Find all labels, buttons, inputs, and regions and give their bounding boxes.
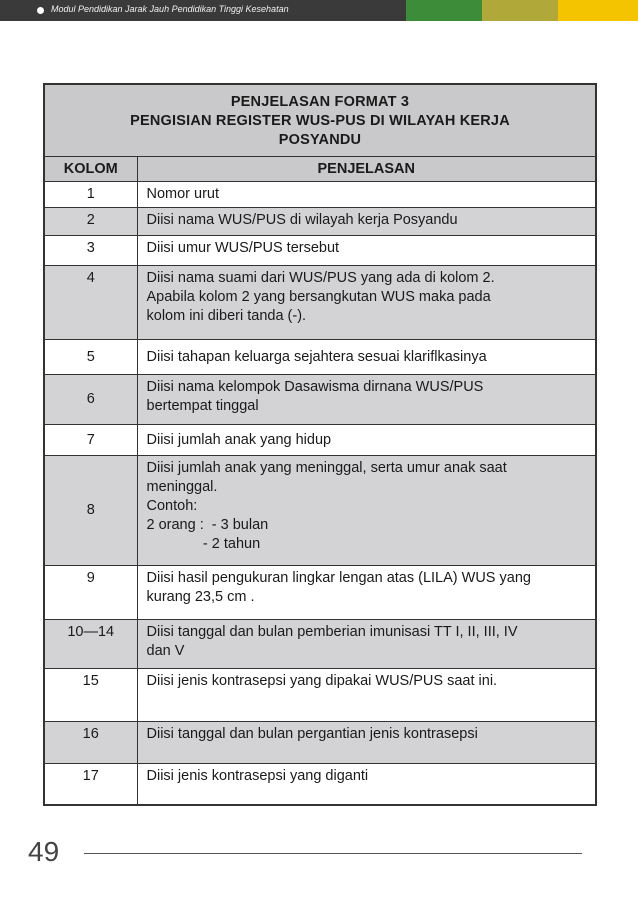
penjelasan-line: Diisi jenis kontrasepsi yang dipakai WUS/PUS saat ini. bbox=[146, 673, 498, 689]
penjelasan-line: Diisi tanggal dan bulan pergantian jenis kontrasepsi bbox=[146, 726, 478, 742]
column-header-penjelasan: PENJELASAN bbox=[137, 157, 596, 182]
table-row bbox=[44, 266, 596, 340]
table-row bbox=[44, 425, 596, 456]
kolom-cell: 7 bbox=[44, 425, 137, 456]
kolom-cell: 17 bbox=[44, 764, 137, 805]
kolom-cell: 9 bbox=[44, 566, 137, 620]
penjelasan-line: kurang 23,5 cm . bbox=[146, 589, 255, 605]
kolom-cell: 3 bbox=[44, 236, 137, 266]
kolom-cell: 10—14 bbox=[44, 620, 137, 669]
penjelasan-line: Contoh: bbox=[146, 498, 198, 514]
penjelasan-line: Nomor urut bbox=[146, 186, 220, 202]
format3-table bbox=[43, 83, 597, 806]
penjelasan-line: Diisi umur WUS/PUS tersebut bbox=[146, 240, 340, 256]
table-row bbox=[44, 620, 596, 669]
penjelasan-line: Diisi jumlah anak yang hidup bbox=[146, 431, 332, 448]
penjelasan-line: Diisi nama suami dari WUS/PUS yang ada di kolom 2. bbox=[146, 270, 495, 286]
table-row bbox=[44, 375, 596, 425]
page-header bbox=[0, 0, 638, 21]
title-line: PENGISIAN REGISTER WUS-PUS DI WILAYAH KERJA bbox=[130, 113, 510, 129]
table-row bbox=[44, 236, 596, 266]
table-row bbox=[44, 182, 596, 208]
table-row bbox=[44, 764, 596, 805]
penjelasan-line: Apabila kolom 2 yang bersangkutan WUS maka pada bbox=[146, 289, 491, 305]
table-title bbox=[44, 84, 596, 157]
kolom-cell: 6 bbox=[44, 375, 137, 425]
kolom-cell: 16 bbox=[44, 722, 137, 764]
footer-divider bbox=[84, 853, 582, 854]
header-olive-band bbox=[482, 0, 558, 21]
penjelasan-line: Diisi jumlah anak yang meninggal, serta umur anak saat bbox=[146, 460, 507, 476]
penjelasan-line: 2 orang : - 3 bulan bbox=[146, 517, 269, 533]
page-number: 49 bbox=[28, 836, 60, 867]
kolom-cell: 2 bbox=[44, 208, 137, 236]
header-green-band bbox=[406, 0, 482, 21]
penjelasan-line: kolom ini diberi tanda (-). bbox=[146, 308, 307, 324]
table-row bbox=[44, 566, 596, 620]
penjelasan-line: Diisi nama kelompok Dasawisma dirnana WUS/PUS bbox=[146, 379, 484, 395]
penjelasan-line: - 2 tahun bbox=[146, 536, 261, 552]
kolom-cell: 15 bbox=[44, 669, 137, 722]
penjelasan-line: bertempat tinggal bbox=[146, 398, 259, 414]
title-line: POSYANDU bbox=[278, 132, 362, 148]
header-yellow-band bbox=[558, 0, 638, 21]
penjelasan-line: Diisi tanggal dan bulan pemberian imunisasi TT I, II, III, IV bbox=[146, 624, 518, 640]
penjelasan-line: dan V bbox=[146, 643, 185, 659]
penjelasan-line: Diisi jenis kontrasepsi yang diganti bbox=[146, 768, 369, 784]
table-row bbox=[44, 669, 596, 722]
kolom-cell: 5 bbox=[44, 340, 137, 375]
penjelasan-line: meninggal. bbox=[146, 479, 218, 495]
table-row bbox=[44, 722, 596, 764]
table-row bbox=[44, 456, 596, 566]
kolom-cell: 8 bbox=[44, 456, 137, 566]
penjelasan-line: Diisi tahapan keluarga sejahtera sesuai klariflkasinya bbox=[146, 348, 487, 365]
penjelasan-line: Diisi nama WUS/PUS di wilayah kerja Posyandu bbox=[146, 212, 458, 228]
table-row bbox=[44, 340, 596, 375]
kolom-cell: 1 bbox=[44, 182, 137, 208]
penjelasan-line: Diisi hasil pengukuran lingkar lengan atas (LILA) WUS yang bbox=[146, 570, 531, 586]
bullet-dot-icon bbox=[37, 7, 44, 14]
header-title: Modul Pendidikan Jarak Jauh Pendidikan Tinggi Kesehatan bbox=[51, 4, 289, 14]
table-row bbox=[44, 208, 596, 236]
kolom-cell: 4 bbox=[44, 266, 137, 340]
title-line: PENJELASAN FORMAT 3 bbox=[230, 94, 410, 110]
column-header-kolom: KOLOM bbox=[44, 157, 137, 182]
